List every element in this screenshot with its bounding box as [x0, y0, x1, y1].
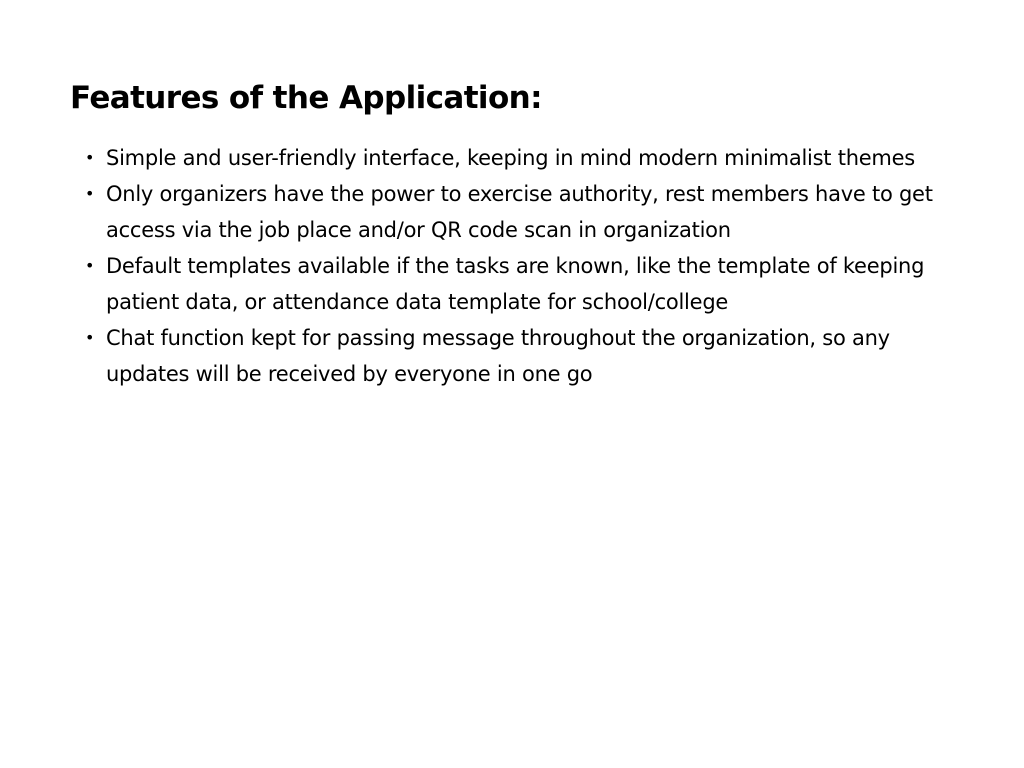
list-item [85, 176, 966, 248]
list-item [85, 140, 966, 176]
list-item-text: Chat function kept for passing message throughout the organization, so any updates will be received by everyone in one go [106, 326, 890, 386]
list-item-text: Default templates available if the tasks are known, like the template of keeping patient data, or attendance data template for school/college [106, 254, 925, 314]
bullet-icon: • [85, 256, 95, 275]
bullet-icon: • [85, 184, 95, 203]
bullet-icon: • [85, 148, 95, 167]
bullet-icon: • [85, 328, 95, 347]
list-item [85, 248, 966, 320]
slide-title: Features of the Application: [70, 80, 542, 116]
feature-list [85, 140, 966, 392]
list-item-text: Only organizers have the power to exercise authority, rest members have to get access via the job place and/or QR code scan in organization [106, 182, 933, 242]
list-item-text: Simple and user-friendly interface, keeping in mind modern minimalist themes [106, 146, 915, 170]
list-item [85, 320, 966, 392]
